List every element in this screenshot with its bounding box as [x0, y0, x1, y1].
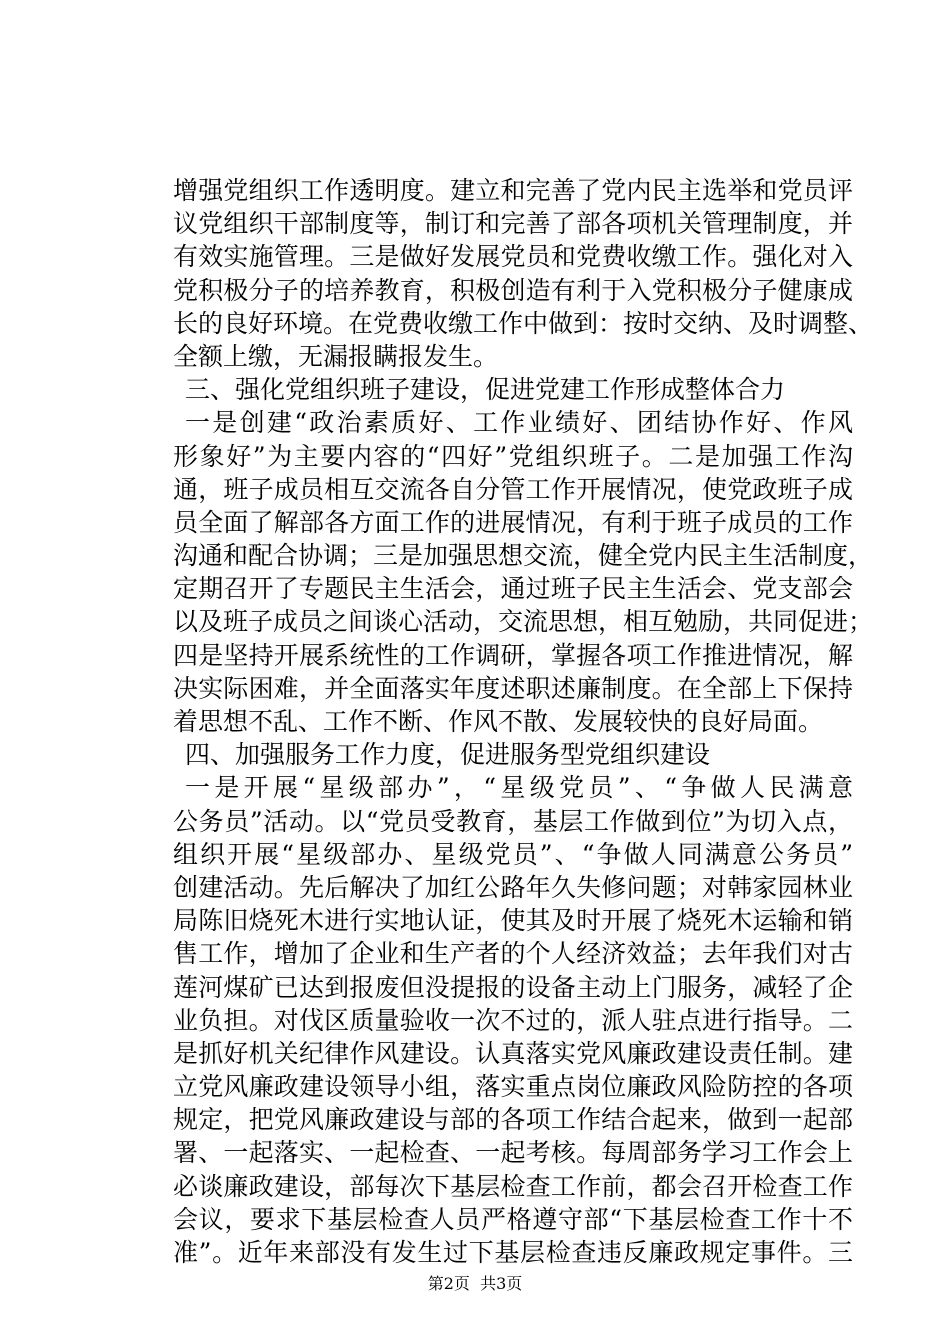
text-line: 有效实施管理。三是做好发展党员和党费收缴工作。强化对入 [173, 242, 853, 272]
page-number-label: 第2页 共3页 [427, 1274, 523, 1293]
text-line: 局陈旧烧死木进行实地认证，使其及时开展了烧死木运输和销 [173, 906, 853, 936]
text-line: 长的良好环境。在党费收缴工作中做到：按时交纳、及时调整、 [173, 308, 874, 338]
text-line: 员全面了解部各方面工作的进展情况，有利于班子成员的工作 [173, 507, 853, 537]
text-line: 决实际困难，并全面落实年度述职述廉制度。在全部上下保持 [173, 673, 853, 703]
text-line: 议党组织干部制度等，制订和完善了部各项机关管理制度，并 [173, 209, 853, 239]
text-line: 以及班子成员之间谈心活动，交流思想，相互勉励，共同促进； [173, 607, 874, 637]
text-line: 组织开展“星级部办、星级党员”、“争做人同满意公务员” [173, 839, 853, 869]
paragraph-first-line: 一是开展“星级部办”，“星级党员”、“争做人民满意 [185, 773, 853, 803]
text-line: 全额上缴，无漏报瞒报发生。 [173, 341, 499, 371]
text-line: 规定，把党风廉政建设与部的各项工作结合起来，做到一起部 [173, 1105, 853, 1135]
text-line: 业负担。对伐区质量验收一次不过的，派人驻点进行指导。二 [173, 1005, 853, 1035]
page-footer [0, 1274, 950, 1294]
text-line: 定期召开了专题民主生活会，通过班子民主生活会、党支部会 [173, 574, 853, 604]
text-line: 售工作，增加了企业和生产者的个人经济效益；去年我们对古 [173, 939, 853, 969]
text-line: 通，班子成员相互交流各自分管工作开展情况，使党政班子成 [173, 474, 853, 504]
text-line: 会议，要求下基层检查人员严格遵守部“下基层检查工作十不 [173, 1204, 853, 1234]
text-line: 必谈廉政建设，部每次下基层检查工作前，都会召开检查工作 [173, 1171, 853, 1201]
text-line: 创建活动。先后解决了加红公路年久失修问题；对韩家园林业 [173, 872, 853, 902]
paragraph-first-line: 一是创建“政治素质好、工作业绩好、团结协作好、作风 [185, 408, 853, 438]
section-heading: 四、加强服务工作力度，促进服务型党组织建设 [185, 740, 711, 770]
text-line: 四是坚持开展系统性的工作调研，掌握各项工作推进情况，解 [173, 640, 853, 670]
text-line: 公务员”活动。以“党员受教育，基层工作做到位”为切入点， [173, 806, 853, 836]
text-line: 是抓好机关纪律作风建设。认真落实党风廉政建设责任制。建 [173, 1038, 853, 1068]
text-line: 署、一起落实、一起检查、一起考核。每周部务学习工作会上 [173, 1138, 853, 1168]
document-body [173, 174, 874, 1269]
text-line: 形象好”为主要内容的“四好”党组织班子。二是加强工作沟 [173, 441, 853, 471]
text-line: 立党风廉政建设领导小组，落实重点岗位廉政风险防控的各项 [173, 1072, 853, 1102]
text-line: 着思想不乱、工作不断、作风不散、发展较快的良好局面。 [173, 707, 824, 736]
section-heading: 三、强化党组织班子建设，促进党建工作形成整体合力 [185, 375, 786, 405]
text-line: 莲河煤矿已达到报废但没提报的设备主动上门服务，减轻了企 [173, 972, 853, 1002]
text-line: 增强党组织工作透明度。建立和完善了党内民主选举和党员评 [173, 176, 853, 205]
text-line: 沟通和配合协调；三是加强思想交流，健全党内民主生活制度， [173, 541, 874, 571]
text-line: 党积极分子的培养教育，积极创造有利于入党积极分子健康成 [173, 275, 853, 305]
text-line: 准”。近年来部没有发生过下基层检查违反廉政规定事件。三 [173, 1238, 853, 1267]
